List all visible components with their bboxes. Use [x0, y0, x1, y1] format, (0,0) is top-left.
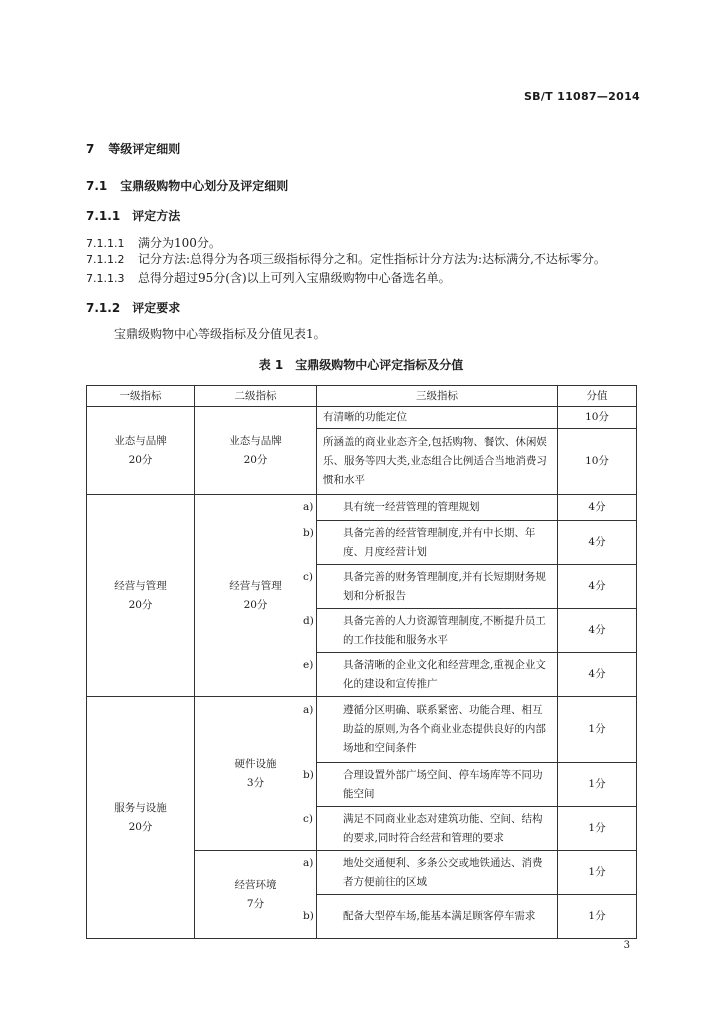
score-cell: 4分: [558, 565, 637, 609]
score-cell: 1分: [558, 895, 637, 939]
level-1-score: 20分: [128, 453, 153, 466]
criterion-text: 具有统一经营管理的管理规划: [343, 501, 480, 513]
level-1-name: 业态与品牌: [114, 434, 167, 447]
level-3-cell: [303, 495, 558, 521]
score-cell: 4分: [558, 495, 637, 521]
section-7-1-2-heading: [86, 299, 180, 316]
level-3-cell: [317, 407, 558, 429]
level-2-score: 20分: [243, 453, 268, 466]
criterion-text: 地处交通便利、多条公交或地铁通达、消费者方便前往的区域: [343, 856, 543, 888]
section-title: 评定要求: [132, 301, 181, 315]
item-tag: c): [303, 812, 313, 825]
clause-text: 记分方法:总得分为各项三级指标得分之和。定性指标计分方法为:达标满分,不达标零分。: [138, 252, 606, 266]
criterion-item: [303, 612, 551, 650]
level-1-score: 20分: [128, 598, 153, 611]
header-level-3: 三级指标: [317, 386, 558, 407]
level-2-cell: [195, 407, 317, 495]
item-tag: d): [303, 614, 314, 627]
criterion-text: 所涵盖的商业业态齐全,包括购物、餐饮、休闲娱乐、服务等四大类,业态组合比例适合当地消费习惯和水平: [323, 436, 547, 486]
item-tag: a): [303, 856, 314, 869]
clause-number: 7.1.1.1: [86, 237, 125, 250]
criterion-text: 具备完善的经营管理制度,并有中长期、年度、月度经营计划: [343, 526, 536, 558]
score-cell: 1分: [558, 697, 637, 763]
clause-text: 总得分超过95分(含)以上可列入宝鼎级购物中心备选名单。: [138, 271, 451, 285]
item-tag: b): [303, 910, 314, 922]
header-score: 分值: [558, 386, 637, 407]
section-7-1-1-heading: [86, 207, 180, 224]
level-1-cell: [87, 407, 195, 495]
criterion-text: 满足不同商业业态对建筑功能、空间、结构的要求,同时符合经营和管理的要求: [343, 812, 543, 844]
criterion-item: [303, 854, 551, 892]
level-3-cell: [303, 763, 558, 807]
section-title: 评定方法: [132, 209, 181, 223]
item-tag: a): [303, 704, 314, 716]
section-number: 7: [86, 142, 95, 156]
criterion-text: 具备完善的人力资源管理制度,不断提升员工的工作技能和服务水平: [343, 614, 546, 646]
item-tag: e): [303, 658, 314, 671]
table-row: [87, 495, 637, 521]
criterion-item: [303, 766, 551, 804]
evaluation-table: [86, 385, 637, 939]
table-caption: 表 1 宝鼎级购物中心评定指标及分值: [258, 358, 464, 372]
section-7-1-heading: [86, 177, 288, 194]
level-3-cell: [303, 609, 558, 653]
score-cell: 4分: [558, 609, 637, 653]
intro-paragraph: 宝鼎级购物中心等级指标及分值见表1。: [114, 327, 326, 341]
level-1-name: 服务与设施: [114, 801, 167, 814]
criterion-item: [303, 524, 551, 562]
level-2-name: 硬件设施: [234, 757, 277, 770]
score-cell: 4分: [558, 521, 637, 565]
level-2-cell: [195, 851, 317, 939]
score-cell: 10分: [558, 407, 637, 429]
item-tag: a): [303, 501, 314, 513]
level-1-name: 经营与管理: [114, 579, 167, 592]
clause-7-1-1-1: [86, 234, 221, 251]
table-header-row: [87, 386, 637, 407]
score-cell: 1分: [558, 807, 637, 851]
level-1-cell: [87, 495, 195, 697]
level-3-cell: [303, 851, 558, 895]
criterion-text: 合理设置外部广场空间、停车场库等不同功能空间: [343, 768, 543, 800]
score-cell: 1分: [558, 851, 637, 895]
level-3-cell: [317, 429, 558, 495]
level-3-cell: [303, 521, 558, 565]
criterion-text: 具备清晰的企业文化和经营理念,重视企业文化的建设和宣传推广: [343, 658, 546, 690]
level-2-score: 3分: [246, 776, 265, 789]
level-2-name: 经营与管理: [229, 579, 282, 592]
clause-number: 7.1.1.3: [86, 272, 125, 285]
level-3-cell: [303, 895, 558, 939]
header-level-1: 一级指标: [87, 386, 195, 407]
section-number: 7.1.1: [86, 209, 121, 223]
level-3-cell: [303, 697, 558, 763]
criterion-text: 配备大型停车场,能基本满足顾客停车需求: [343, 910, 536, 922]
criterion-text: 遵循分区明确、联系紧密、功能合理、相互助益的原则,为各个商业业态提供良好的内部场地和空间条件: [343, 704, 546, 754]
criterion-item: [303, 498, 551, 517]
level-3-cell: [303, 565, 558, 609]
level-2-score: 20分: [243, 598, 268, 611]
clause-text: 满分为100分。: [138, 236, 221, 250]
level-2-name: 业态与品牌: [229, 434, 282, 447]
item-tag: c): [303, 570, 313, 583]
score-cell: 10分: [558, 429, 637, 495]
standard-code: SB/T 11087—2014: [523, 90, 640, 103]
score-cell: 1分: [558, 763, 637, 807]
header-level-2: 二级指标: [195, 386, 317, 407]
criterion-item: [303, 701, 551, 758]
clause-number: 7.1.1.2: [86, 253, 125, 266]
criterion-item: [303, 907, 551, 926]
criterion-item: [303, 810, 551, 848]
criterion-text: 具备完善的财务管理制度,并有长短期财务规划和分析报告: [343, 570, 546, 602]
clause-7-1-1-3: [86, 269, 451, 286]
section-number: 7.1: [86, 179, 108, 193]
level-2-cell: [195, 697, 317, 851]
section-number: 7.1.2: [86, 301, 121, 315]
level-1-score: 20分: [128, 820, 153, 833]
level-2-score: 7分: [246, 897, 265, 910]
level-2-name: 经营环境: [234, 878, 277, 891]
level-1-cell: [87, 697, 195, 939]
level-2-cell: [195, 495, 317, 697]
level-3-cell: [303, 807, 558, 851]
section-7-heading: [86, 140, 180, 157]
level-3-cell: [303, 653, 558, 697]
item-tag: b): [303, 768, 314, 781]
criterion-item: [303, 568, 551, 606]
score-cell: 4分: [558, 653, 637, 697]
criterion-text: 有清晰的功能定位: [323, 411, 407, 423]
section-title: 等级评定细则: [108, 142, 181, 156]
clause-7-1-1-2: [86, 250, 606, 267]
page-number: 3: [623, 940, 630, 951]
section-title: 宝鼎级购物中心划分及评定细则: [120, 179, 289, 193]
table-row: [87, 697, 637, 763]
criterion-item: [303, 656, 551, 694]
table-row: [87, 407, 637, 429]
item-tag: b): [303, 526, 314, 539]
